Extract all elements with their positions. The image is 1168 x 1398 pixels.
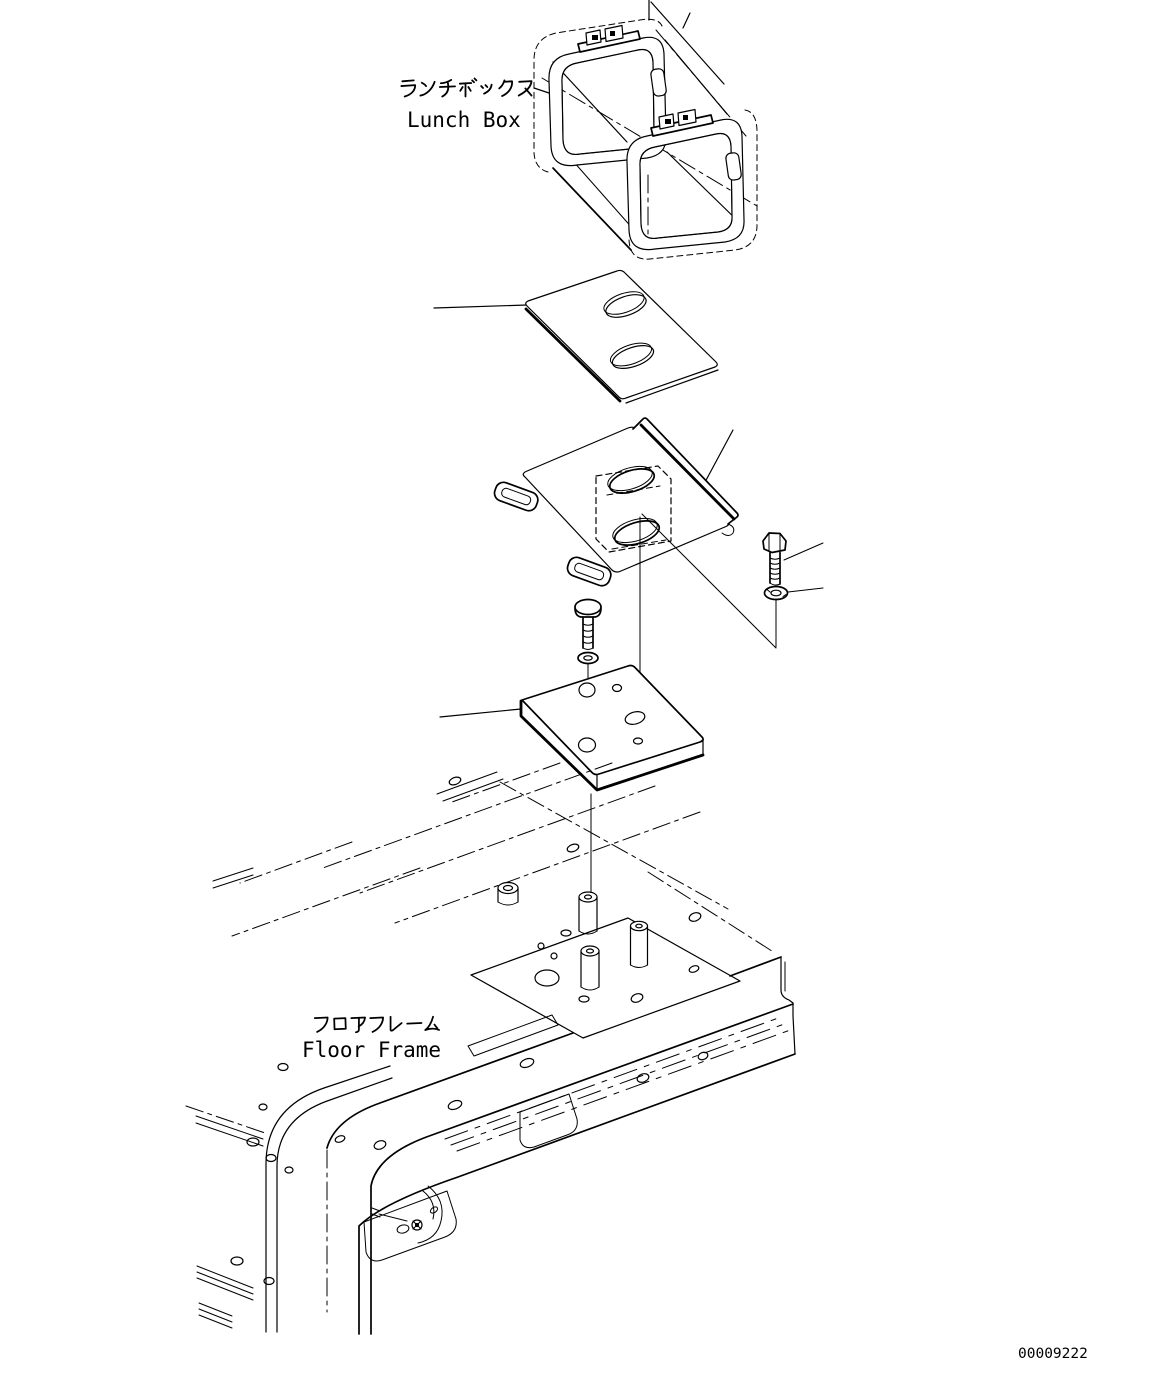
cover-plate-part [434,270,718,403]
lunch-box-label-ja: ランチボックス [399,77,539,101]
floor-frame-part [186,763,795,1334]
corner-fitting [372,1186,442,1243]
standoff [579,892,597,934]
small-bolt-part [575,600,601,687]
lunch-box-part [534,19,757,259]
standoff [631,921,648,967]
washer [578,653,598,664]
mounting-pad [471,918,740,1038]
leader-line [788,588,823,592]
leader-line [784,543,823,560]
floor-frame-label [302,1013,451,1062]
beam-bottom-edge [359,1054,795,1334]
standoff [581,946,599,990]
leader-line [440,709,521,717]
floor-frame-label-en: Floor Frame [302,1038,442,1062]
clip [364,1191,456,1261]
bolt-head [763,533,786,553]
leader-line [434,305,527,308]
threaded-boss [498,883,518,906]
drawing-number: 00009222 [1018,1346,1088,1362]
lunch-box-label-en: Lunch Box [407,108,521,132]
hex-bolt-part [763,533,823,585]
floor-frame-label-ja: フロアフレーム [312,1013,452,1037]
bolt-head [575,600,601,615]
lunch-box-label [399,77,539,132]
beam-far-edge [730,957,781,976]
spring-washer-part [765,587,824,648]
